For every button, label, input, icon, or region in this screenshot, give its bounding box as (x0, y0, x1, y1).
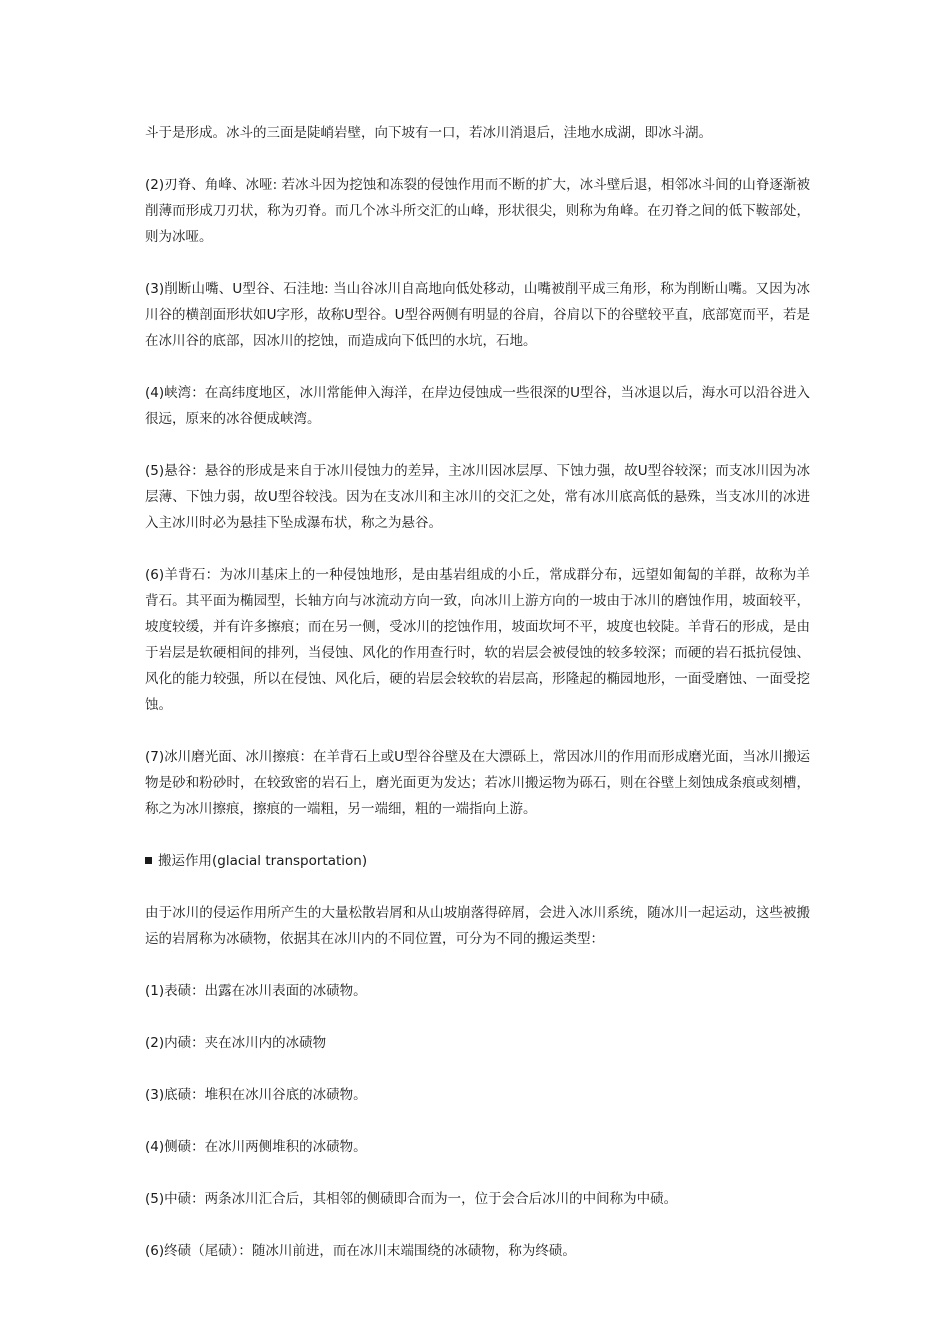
section-heading-transportation (145, 848, 810, 874)
paragraph-terminal-moraine: (6)终碛（尾碛）：随冰川前进，而在冰川末端围绕的冰碛物，称为终碛。 (145, 1243, 576, 1259)
paragraph-medial-moraine: (5)中碛：两条冰川汇合后，其相邻的侧碛即合而为一，位于会合后冰川的中间称为中碛。 (145, 1191, 678, 1207)
paragraph-surface-moraine: (1)表碛：出露在冰川表面的冰碛物。 (145, 983, 367, 999)
paragraph-glacial-striae: (7)冰川磨光面、冰川擦痕：在羊背石上或U型谷谷壁及在大漂砾上，常因冰川的作用而形成磨光面，当冰川搬运物是砂和粉砂时，在较致密的岩石上，磨光面更为发达；若冰川搬运物为砾石，则在谷壁上刻蚀成条痕或刻槽，称之为冰川擦痕，擦痕的一端粗，另一端细，粗的一端指向上游。 (145, 749, 810, 817)
paragraph-roche-moutonnee: (6)羊背石：为冰川基床上的一种侵蚀地形，是由基岩组成的小丘，常成群分布，远望如匍匐的羊群，故称为羊背石。其平面为椭园型，长轴方向与冰流动方向一致，向冰川上游方向的一坡由于冰川的磨蚀作用，坡面较平，坡度较缓，并有许多擦痕；而在另一侧，受冰川的挖蚀作用，坡面坎坷不平，坡度也较陡。羊背石的形成，是由于岩层是软硬相间的排列，当侵蚀、风化的作用查行时，软的岩层会被侵蚀的较多较深；而硬的岩石抵抗侵蚀、风化的能力较强，所以在侵蚀、风化后，硬的岩层会较软的岩层高，形隆起的椭园地形，一面受磨蚀、一面受挖蚀。 (145, 567, 810, 713)
document-body (145, 120, 810, 1290)
paragraph-cirque-continued: 斗于是形成。冰斗的三面是陡峭岩壁，向下坡有一口，若冰川消退后，洼地水成湖，即冰斗湖。 (145, 125, 712, 141)
paragraph-transportation-intro: 由于冰川的侵运作用所产生的大量松散岩屑和从山坡崩落得碎屑，会进入冰川系统，随冰川一起运动，这些被搬运的岩屑称为冰碛物，依据其在冰川内的不同位置，可分为不同的搬运类型： (145, 905, 810, 947)
paragraph-lateral-moraine: (4)侧碛：在冰川两侧堆积的冰碛物。 (145, 1139, 367, 1155)
paragraph-hanging-valley: (5)悬谷：悬谷的形成是来自于冰川侵蚀力的差异，主冰川因冰层厚、下蚀力强，故U型谷较深；而支冰川因为冰层薄、下蚀力弱，故U型谷较浅。因为在支冰川和主冰川的交汇之处，常有冰川底高低的悬殊，当支冰川的冰进入主冰川时必为悬挂下坠成瀑布状，称之为悬谷。 (145, 463, 810, 531)
square-bullet-icon (145, 857, 152, 864)
paragraph-u-valley: (3)削断山嘴、U型谷、石洼地: 当山谷冰川自高地向低处移动，山嘴被削平成三角形，称为削断山嘴。又因为冰川谷的横剖面形状如U字形，故称U型谷。U型谷两侧有明显的谷肩，谷肩以下的谷壁较平直，底部宽而平，若是在冰川谷的底部，因冰川的挖蚀，而造成向下低凹的水坑，石地。 (145, 281, 810, 349)
paragraph-aretes-horns: (2)刃脊、角峰、冰哑: 若冰斗因为挖蚀和冻裂的侵蚀作用而不断的扩大，冰斗壁后退，相邻冰斗间的山脊逐渐被削薄而形成刀刃状，称为刃脊。而几个冰斗所交汇的山峰，形状很尖，则称为角峰。在刃脊之间的低下鞍部处，则为冰哑。 (145, 177, 810, 245)
paragraph-ground-moraine: (3)底碛：堆积在冰川谷底的冰碛物。 (145, 1087, 367, 1103)
paragraph-fjord: (4)峡湾：在高纬度地区，冰川常能伸入海洋，在岸边侵蚀成一些很深的U型谷，当冰退以后，海水可以沿谷进入很远，原来的冰谷便成峡湾。 (145, 385, 810, 427)
section-heading-text: 搬运作用(glacial transportation) (158, 853, 368, 869)
paragraph-englacial-moraine: (2)内碛：夹在冰川内的冰碛物 (145, 1035, 327, 1051)
